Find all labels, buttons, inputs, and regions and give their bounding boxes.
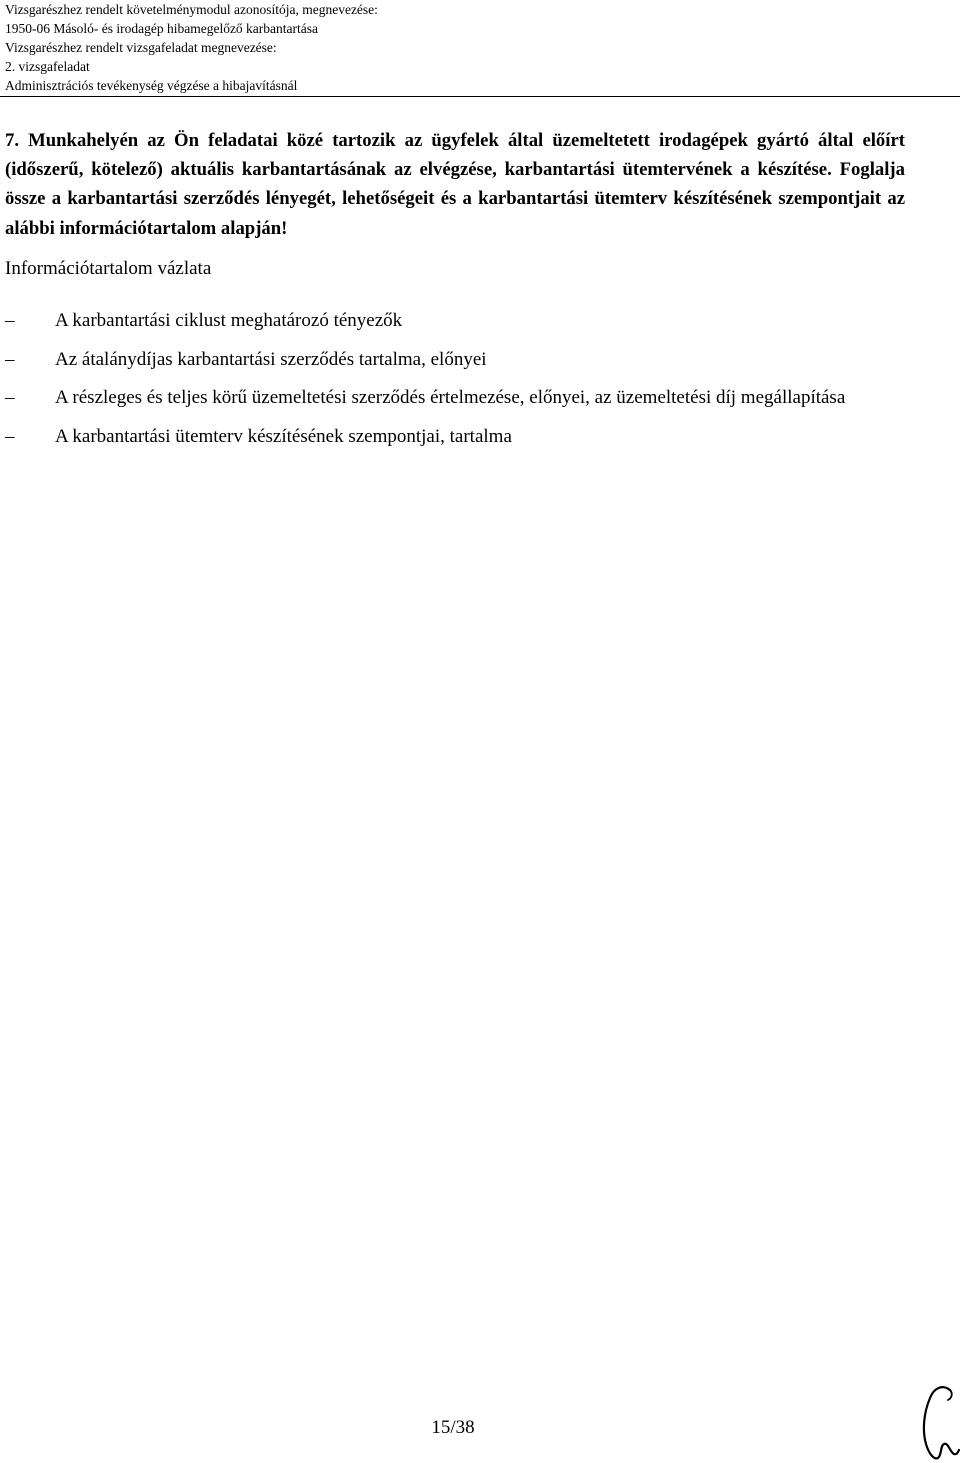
dash-bullet: – [5,387,15,408]
outline-item-text: A részleges és teljes körű üzemeltetési szerződés értelmezése, előnyei, az üzemeltetési díj megállapítása [55,387,846,408]
outline-list [0,302,940,456]
outline-item-text: A karbantartási ütemterv készítésének szempontjai, tartalma [55,425,512,447]
dash-bullet: – [5,310,15,331]
handwritten-signature [912,1382,960,1463]
outline-item-text: Az átalánydíjas karbantartási szerződés tartalma, előnyei [55,348,487,370]
outline-item [0,302,940,341]
outline-item [0,341,940,380]
outline-item [0,418,940,457]
page-number: 15/38 [431,1417,475,1438]
dash-bullet: – [5,348,15,370]
header-line: Adminisztrációs tevékenység végzése a hibajavításnál [5,78,298,93]
outline-item-text: A karbantartási ciklust meghatározó tényezők [55,310,403,331]
header-line: Vizsgarészhez rendelt követelménymodul azonosítója, megnevezése: [5,2,378,17]
header-line: Vizsgarészhez rendelt vizsgafeladat megnevezése: [5,40,277,55]
dash-bullet: – [5,425,15,447]
header-line: 2. vizsgafeladat [5,59,90,74]
header-line: 1950-06 Másoló- és irodagép hibamegelőző karbantartása [5,21,319,36]
document-header [5,0,378,95]
header-divider [0,96,960,97]
outline-title: Információtartalom vázlata [5,258,212,279]
outline-item [0,379,940,418]
task-description: 7. Munkahelyén az Ön feladatai közé tartozik az ügyfelek által üzemeltetett irodagépek gyártó által előírt (időszerű, kötelező) aktuális karbantartásának az elvégzése, karbantartási ütemtervének a készítése. Foglalja össze a karbantartási szerződés lényegét, lehetőségeit és a karbantartási ütemterv készítésének szempontjait az alábbi információtartalom alapján! [5,130,905,239]
